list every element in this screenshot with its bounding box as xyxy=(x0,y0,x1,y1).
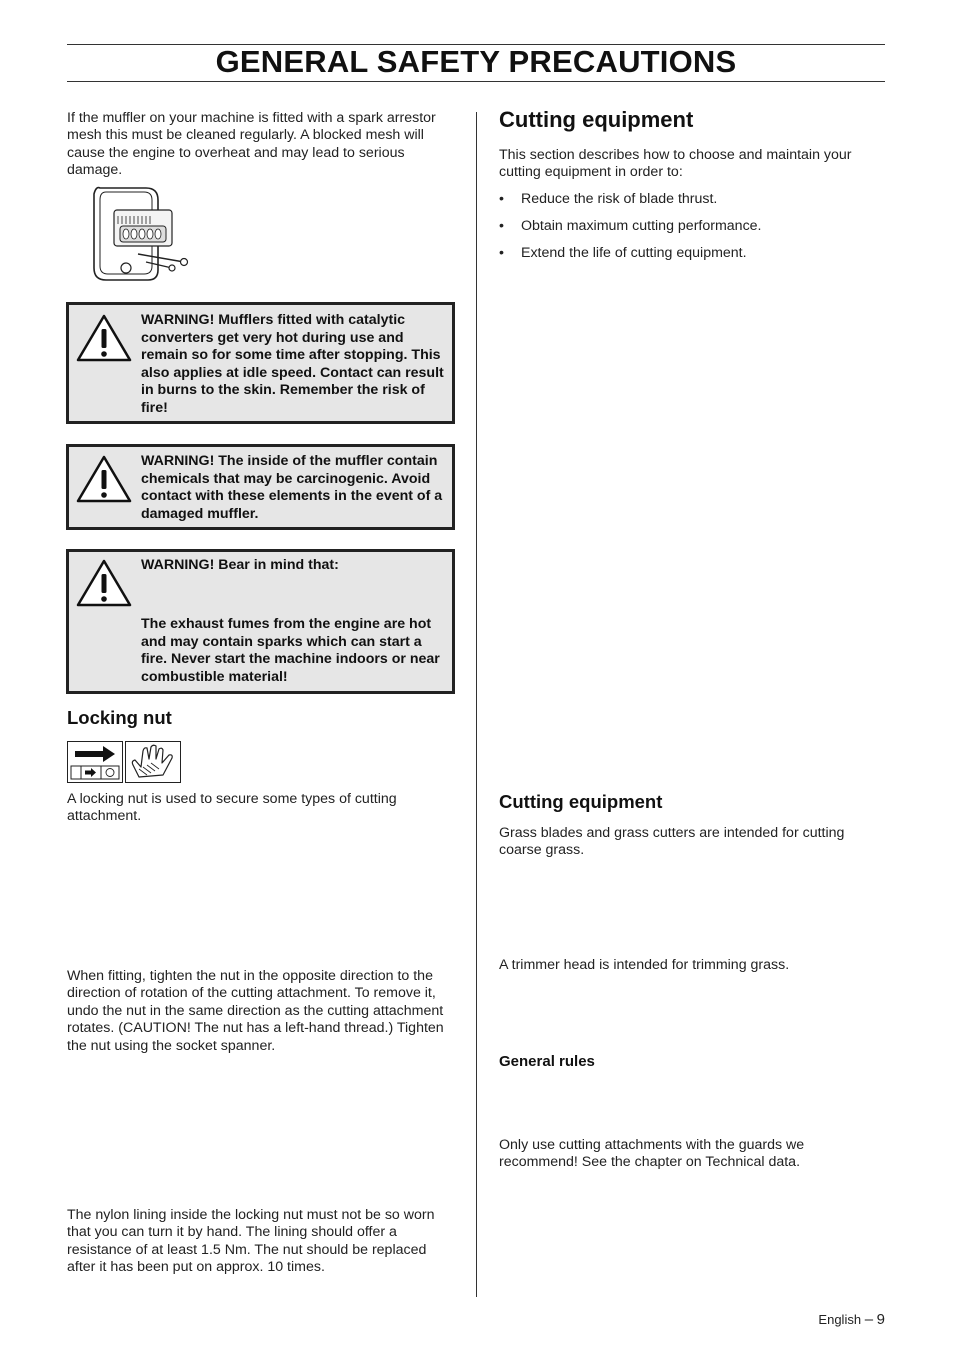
warning-box-catalytic xyxy=(66,302,455,424)
warning-text-bear-in-mind: WARNING! Bear in mind that: xyxy=(141,557,339,573)
footer-dash: – xyxy=(864,1311,874,1328)
glove-icon xyxy=(125,741,181,783)
bullet-item: • Obtain maximum cutting performance. xyxy=(499,218,884,235)
page-title: GENERAL SAFETY PRECAUTIONS xyxy=(215,44,737,79)
warning-text-carcinogenic: WARNING! The inside of the muffler contain chemicals that may be carcinogenic. Avoid contact with these elements in the event of a damaged muffler. xyxy=(141,453,443,522)
locking-nut-pictogram-icon xyxy=(67,741,123,783)
grass-blades-text: Grass blades and grass cutters are intended for cutting coarse grass. xyxy=(499,825,845,859)
general-rules-text: Only use cutting attachments with the guards we recommend! See the chapter on Technical data. xyxy=(499,1137,805,1171)
cutting-equipment-intro: This section describes how to choose and maintain your cutting equipment in order to: xyxy=(499,147,852,181)
locking-nut-text-3: The nylon lining inside the locking nut must not be so worn that you can turn it by hand. The lining should offer a resistance of at least 1.5 Nm. The nut should be replaced after it has been put on approx. 10 times. xyxy=(67,1207,435,1276)
warning-box-exhaust xyxy=(66,549,455,694)
trimmer-head-text: A trimmer head is intended for trimming grass. xyxy=(499,957,790,973)
warning-triangle-icon xyxy=(75,454,133,504)
column-divider xyxy=(476,112,477,1297)
page-number: 9 xyxy=(876,1311,885,1328)
muffler-illustration xyxy=(86,182,192,286)
page-footer xyxy=(818,1311,885,1328)
warning-text-catalytic: WARNING! Mufflers fitted with catalytic converters get very hot during use and remain so for some time after stopping. This also applies at idle speed. Contact can result in burns to the skin. Remember the risk of fire! xyxy=(141,312,444,416)
cutting-equipment-bullet-list xyxy=(499,191,884,272)
warning-triangle-icon xyxy=(75,558,133,608)
warning-triangle-icon xyxy=(75,313,133,363)
bullet-item: • Extend the life of cutting equipment. xyxy=(499,245,884,262)
bullet-item: • Reduce the risk of blade thrust. xyxy=(499,191,884,208)
footer-language: English xyxy=(818,1312,862,1327)
locking-nut-text-2: When fitting, tighten the nut in the opposite direction to the direction of rotation of the cutting attachment. To remove it, undo the nut in the same direction as the cutting attachment rotates. (CAUTION! The nut has a left-hand thread.) Tighten the nut using the socket spanner. xyxy=(67,968,444,1054)
title-rule-bottom xyxy=(67,81,885,82)
spark-arrestor-text: If the muffler on your machine is fitted with a spark arrestor mesh this must be cleaned regularly. A blocked mesh will cause the engine to overheat and may lead to serious damage. xyxy=(67,110,436,179)
cutting-equipment-heading: Cutting equipment xyxy=(499,107,694,132)
cutting-equipment-subheading: Cutting equipment xyxy=(499,791,663,812)
warning-text-exhaust: The exhaust fumes from the engine are hot and may contain sparks which can start a fire. Never start the machine indoors or near combustible material! xyxy=(141,616,440,685)
locking-nut-heading: Locking nut xyxy=(67,707,172,728)
general-rules-heading: General rules xyxy=(499,1053,595,1070)
warning-box-carcinogenic xyxy=(66,444,455,530)
locking-nut-text-1: A locking nut is used to secure some types of cutting attachment. xyxy=(67,791,397,825)
